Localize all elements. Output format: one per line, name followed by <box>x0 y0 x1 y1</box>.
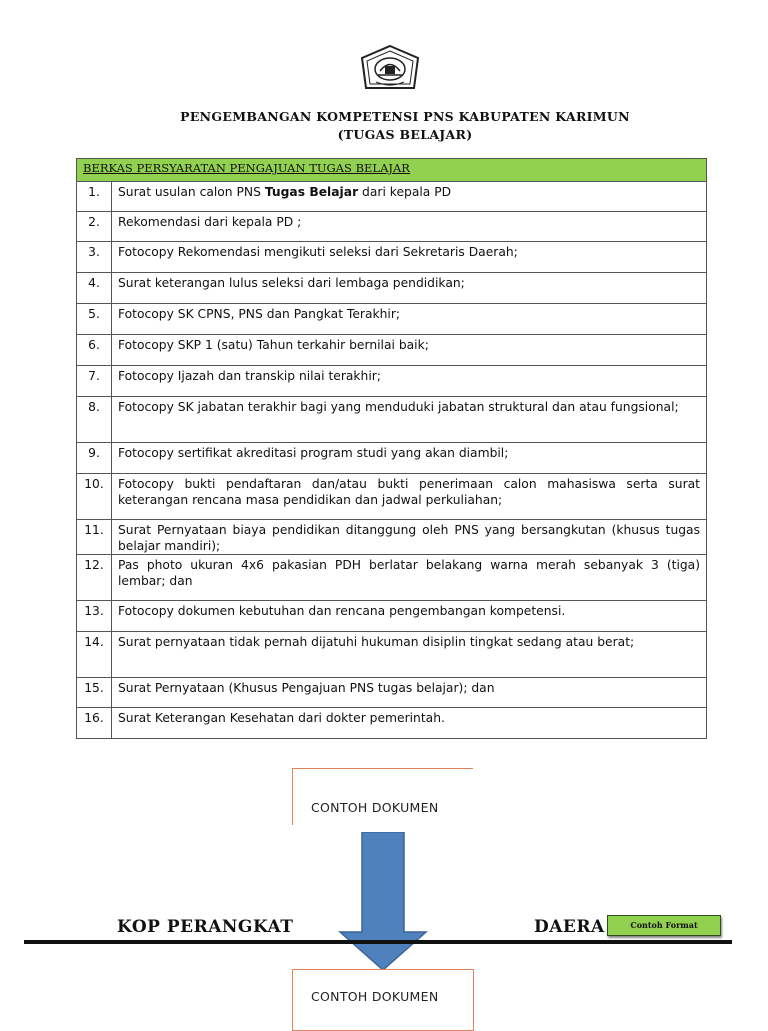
row-text: Fotocopy bukti pendaftaran dan/atau bukti penerimaan calon mahasiswa serta surat keterangan rencana masa pendidikan dan jadwal perkuliahan; <box>112 474 707 520</box>
row-number: 6. <box>77 335 112 366</box>
row-text: Fotocopy SKP 1 (satu) Tahun terkahir bernilai baik; <box>112 335 707 366</box>
row-number: 5. <box>77 304 112 335</box>
document-subtitle: (TUGAS BELAJAR) <box>337 127 473 142</box>
down-arrow-icon <box>338 832 428 972</box>
table-row <box>77 397 707 443</box>
row-text-bold: Tugas Belajar <box>264 185 359 199</box>
sample-document-box-top <box>292 768 473 825</box>
row-text: Fotocopy SK jabatan terakhir bagi yang menduduki jabatan struktural dan atau fungsional; <box>112 397 707 443</box>
karimun-emblem-logo <box>358 44 422 96</box>
row-number: 16. <box>77 708 112 739</box>
row-text: Surat Pernyataan biaya pendidikan ditanggung oleh PNS yang bersangkutan (khusus tugas belajar mandiri); <box>112 520 707 555</box>
row-text-part: dari kepala PD <box>358 185 452 199</box>
table-row <box>77 366 707 397</box>
row-number: 2. <box>77 212 112 242</box>
row-text: Fotocopy sertifikat akreditasi program studi yang akan diambil; <box>112 443 707 474</box>
row-number: 4. <box>77 273 112 304</box>
row-text: Fotocopy dokumen kebutuhan dan rencana pengembangan kompetensi. <box>112 601 707 632</box>
table-header-row <box>77 159 707 182</box>
row-text: Surat keterangan lulus seleksi dari lembaga pendidikan; <box>112 273 707 304</box>
table-row <box>77 242 707 273</box>
row-number: 12. <box>77 555 112 601</box>
requirements-table <box>76 158 707 739</box>
table-row <box>77 555 707 601</box>
table-row <box>77 520 707 555</box>
row-text: Surat pernyataan tidak pernah dijatuhi hukuman disiplin tingkat sedang atau berat; <box>112 632 707 678</box>
row-text-part: Surat usulan calon PNS <box>118 185 265 199</box>
row-number: 1. <box>77 182 112 212</box>
sample-document-box-bottom <box>292 969 474 1031</box>
row-number: 8. <box>77 397 112 443</box>
table-row <box>77 304 707 335</box>
table-row <box>77 474 707 520</box>
letterhead-left-text: KOP PERANGKAT <box>117 917 294 937</box>
sample-document-label: CONTOH DOKUMEN <box>311 800 439 815</box>
letterhead-rule <box>24 940 732 944</box>
row-number: 14. <box>77 632 112 678</box>
table-row <box>77 212 707 242</box>
table-row <box>77 678 707 708</box>
table-row <box>77 443 707 474</box>
row-text: Rekomendasi dari kepala PD ; <box>112 212 707 242</box>
row-text: Pas photo ukuran 4x6 pakasian PDH berlatar belakang warna merah sebanyak 3 (tiga) lembar; dan <box>112 555 707 601</box>
sample-format-badge: Contoh Format <box>607 915 721 936</box>
row-text: Fotocopy Ijazah dan transkip nilai terakhir; <box>112 366 707 397</box>
document-title: PENGEMBANGAN KOMPETENSI PNS KABUPATEN KARIMUN <box>180 109 630 124</box>
row-number: 3. <box>77 242 112 273</box>
row-text: Fotocopy Rekomendasi mengikuti seleksi dari Sekretaris Daerah; <box>112 242 707 273</box>
row-text: Surat Keterangan Kesehatan dari dokter pemerintah. <box>112 708 707 739</box>
row-number: 13. <box>77 601 112 632</box>
row-number: 7. <box>77 366 112 397</box>
letterhead-right-text: DAERA <box>534 917 605 937</box>
table-heading: BERKAS PERSYARATAN PENGAJUAN TUGAS BELAJAR <box>77 159 707 182</box>
row-number: 11. <box>77 520 112 555</box>
table-row <box>77 335 707 366</box>
row-text: Fotocopy SK CPNS, PNS dan Pangkat Terakhir; <box>112 304 707 335</box>
row-text <box>112 182 707 212</box>
row-number: 15. <box>77 678 112 708</box>
sample-document-label: CONTOH DOKUMEN <box>311 989 439 1004</box>
row-number: 9. <box>77 443 112 474</box>
table-row <box>77 182 707 212</box>
row-number: 10. <box>77 474 112 520</box>
table-row <box>77 273 707 304</box>
table-row <box>77 708 707 739</box>
table-row <box>77 601 707 632</box>
row-text: Surat Pernyataan (Khusus Pengajuan PNS tugas belajar); dan <box>112 678 707 708</box>
table-row <box>77 632 707 678</box>
